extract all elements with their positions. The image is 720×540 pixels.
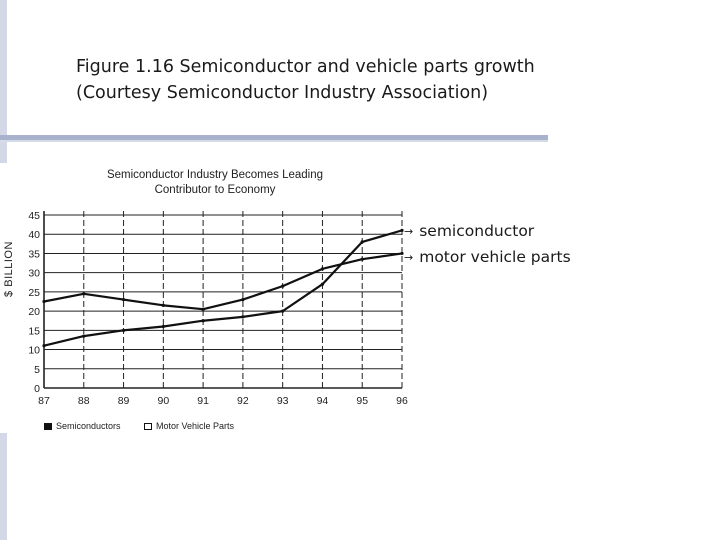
y-axis-label: $ BILLION [3, 241, 15, 297]
legend-label: Semiconductors [56, 421, 121, 431]
data-point-semiconductors [162, 325, 165, 328]
data-point-semiconductors [241, 315, 244, 318]
x-tick-label: 87 [38, 395, 50, 407]
chart-title-line-2: Contributor to Economy [154, 184, 276, 196]
open-square-icon [144, 423, 152, 430]
data-point-semiconductors [361, 240, 364, 243]
x-tick-label: 94 [316, 395, 329, 407]
data-point-motor-vehicle-parts [321, 267, 324, 270]
arrow-right-icon: → [404, 251, 414, 264]
annotation-label: semiconductor [419, 222, 535, 240]
data-point-semiconductors [321, 283, 324, 286]
y-tick-label: 5 [34, 363, 40, 376]
data-point-motor-vehicle-parts [281, 285, 284, 288]
y-tick-label: 40 [28, 229, 40, 242]
x-tick-label: 89 [117, 395, 130, 407]
legend-item-motor-vehicle-parts [144, 421, 234, 431]
data-point-motor-vehicle-parts [42, 300, 45, 303]
y-tick-label: 0 [34, 383, 40, 395]
annotation-motor-vehicle-parts [404, 248, 571, 266]
x-tick-label: 93 [276, 395, 289, 407]
y-tick-label: 25 [28, 286, 40, 299]
y-tick-label: 15 [28, 325, 40, 338]
series-line-motor-vehicle-parts [44, 253, 402, 309]
data-point-semiconductors [42, 344, 45, 347]
data-point-motor-vehicle-parts [202, 308, 205, 311]
data-point-motor-vehicle-parts [162, 304, 165, 307]
y-tick-label: 30 [28, 267, 40, 280]
annotation-label: motor vehicle parts [419, 248, 571, 266]
filled-square-icon [44, 423, 52, 430]
chart-panel [0, 163, 408, 433]
data-point-semiconductors [82, 335, 85, 338]
data-point-motor-vehicle-parts [122, 298, 125, 301]
data-point-semiconductors [281, 310, 284, 313]
x-tick-label: 92 [237, 395, 249, 407]
legend-item-semiconductors [44, 421, 121, 431]
x-tick-label: 96 [396, 395, 408, 407]
y-tick-label: 10 [28, 344, 40, 357]
y-tick-label: 20 [28, 306, 40, 319]
caption-line-2: (Courtesy Semiconductor Industry Association) [76, 83, 489, 103]
series-line-semiconductors [44, 230, 402, 345]
x-tick-label: 88 [77, 395, 90, 407]
data-point-motor-vehicle-parts [241, 298, 244, 301]
accent-rule-shadow [0, 140, 548, 142]
slide-caption [76, 54, 535, 106]
x-tick-label: 95 [356, 395, 369, 407]
legend-label: Motor Vehicle Parts [156, 421, 235, 431]
arrow-right-icon: → [404, 225, 414, 238]
line-chart [0, 163, 408, 433]
data-point-semiconductors [202, 319, 205, 322]
caption-line-1: Figure 1.16 Semiconductor and vehicle parts growth [76, 57, 535, 77]
data-point-motor-vehicle-parts [82, 292, 85, 295]
y-tick-label: 35 [28, 248, 40, 261]
y-tick-label: 45 [28, 210, 40, 222]
annotation-semiconductor [404, 222, 534, 240]
data-point-semiconductors [122, 329, 125, 332]
data-point-motor-vehicle-parts [361, 258, 364, 261]
chart-title-line-1: Semiconductor Industry Becomes Leading [106, 169, 324, 181]
x-tick-label: 90 [157, 395, 170, 407]
x-tick-label: 91 [197, 395, 209, 407]
